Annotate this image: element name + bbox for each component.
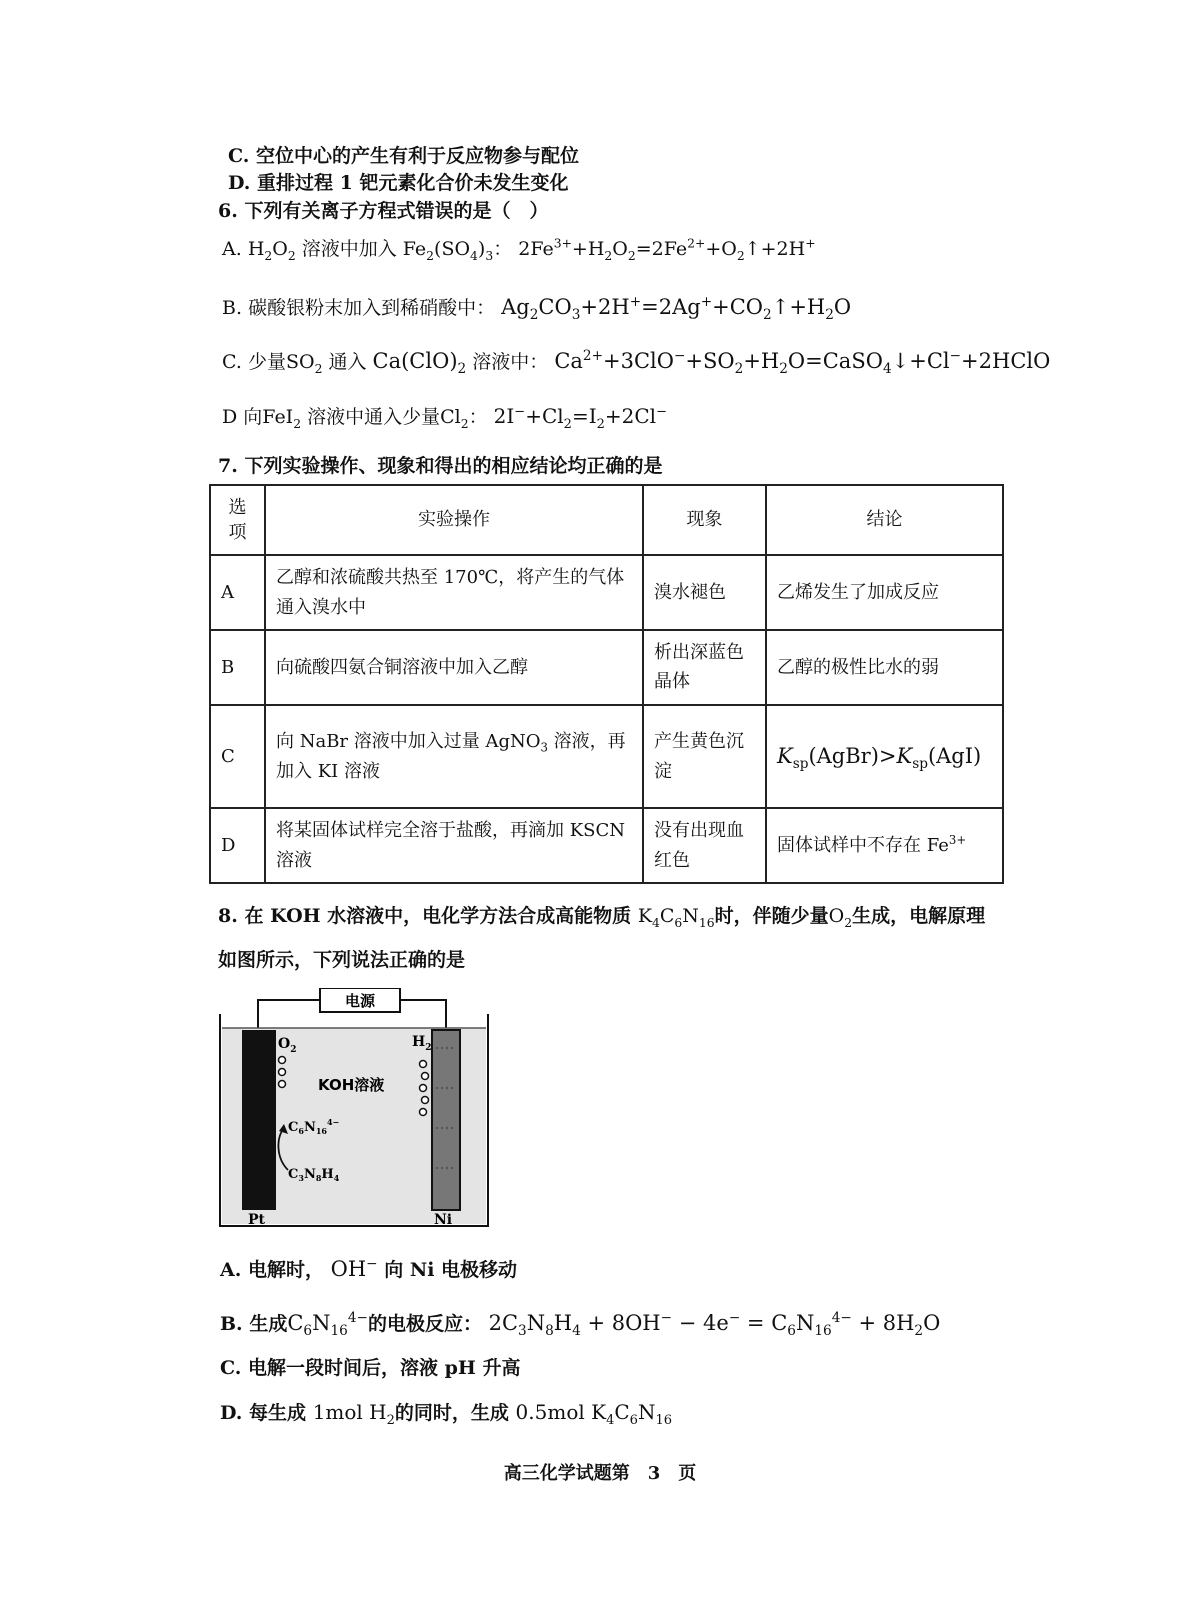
q8-b-text2: 的电极反应： — [367, 1313, 482, 1335]
pt-electrode — [242, 1030, 276, 1210]
q8-c-text: 电解一段时间后，溶液 pH 升高 — [248, 1357, 521, 1379]
q8-stem-line2: 如图所示，下列说法正确的是 — [218, 949, 466, 971]
table-row — [210, 555, 1003, 630]
row-d-phenomenon: 没有出现血红色 — [643, 808, 766, 883]
q7-stem: 7. 下列实验操作、现象和得出的相应结论均正确的是 — [218, 455, 663, 477]
q6-d-text2: 溶液中通入少量 — [307, 406, 441, 428]
o2-label: $O_2$ — [278, 1036, 297, 1055]
o2-bubbles — [279, 1057, 286, 1088]
row-b-operation: 向硫酸四氨合铜溶液中加入乙醇 — [265, 630, 643, 705]
q8-c-label: C. — [220, 1357, 242, 1379]
q6-option-b: B. 碳酸银粉末加入到稀硝酸中： $Ag_2CO_3+2H^+=2Ag^++CO_2↑+H_2O$ — [222, 294, 852, 324]
header-phenomenon: 现象 — [643, 485, 766, 555]
q8-stem-line1: 8. 在 KOH 水溶液中，电化学方法合成高能物质 $K_4C_6N_{16}$时，伴随少量$O_2$生成，电解原理 — [218, 905, 986, 930]
q6-option-a: A. $H_2O_2$ 溶液中加入 $Fe_2(SO_4)_3$： $2Fe^{3+}+H_2O_2=2Fe^{2+}+O_2↑+2H^+$ — [222, 236, 816, 263]
row-a-phenomenon: 溴水褪色 — [643, 555, 766, 630]
row-c-operation: 向 NaBr 溶液中加入过量 AgNO$_3$ 溶液，再加入 KI 溶液 — [265, 705, 643, 809]
q6-stem: 6. 下列有关离子方程式错误的是（ ） — [218, 200, 549, 222]
power-source-label: 电源 — [344, 992, 376, 1010]
q8-option-a: A. 电解时， OH− 向 Ni 电极移动 — [220, 1256, 518, 1281]
q8-b-text1: 生成 — [249, 1313, 288, 1335]
row-c-phenomenon: 产生黄色沉淀 — [643, 705, 766, 809]
q5-option-d: D. 重排过程 1 钯元素化合价未发生变化 — [228, 172, 569, 194]
c3n8h4-label: $C_3N_8H_4$ — [288, 1167, 340, 1183]
q8-option-b: B. 生成$C_6N_{16}^{4-}$的电极反应： $2C_3N_8H_4 + 8OH^- - 4e^- = C_6N_{16}^{4-} + 8H_2O$ — [220, 1310, 941, 1340]
q6-c-text2: 通入 — [328, 351, 367, 373]
row-c-operation-b: 溶液，再加入 KI 溶液 — [276, 730, 626, 782]
table-row — [210, 705, 1003, 809]
row-b-phenomenon: 析出深蓝色晶体 — [643, 630, 766, 705]
ni-electrode — [432, 1030, 460, 1210]
table-row — [210, 808, 1003, 883]
q6-a-text: 溶液中加入 Fe — [301, 238, 427, 260]
row-d-option: D — [210, 808, 265, 883]
q5-option-c: C. 空位中心的产生有利于反应物参与配位 — [228, 145, 580, 167]
row-a-conclusion: 乙烯发生了加成反应 — [766, 555, 1003, 630]
row-c-conclusion-k: K — [777, 744, 793, 769]
table-row — [210, 630, 1003, 705]
q8-option-d: D. 每生成 1mol $H_2$的同时，生成 0.5mol $K_4C_6N_{16}$ — [220, 1400, 672, 1428]
q8-stem2: 时，伴随少量 — [714, 905, 829, 927]
row-c-operation-a: 向 NaBr 溶液中加入过量 AgNO — [276, 730, 541, 752]
electrolysis-diagram — [218, 988, 508, 1228]
row-b-option: B — [210, 630, 265, 705]
q6-c-text3: 溶液中： — [472, 351, 549, 373]
q8-d-text2: 的同时，生成 — [394, 1402, 509, 1424]
q8-stem3: 生成，电解原理 — [852, 905, 986, 927]
koh-solution-label: KOH溶液 — [318, 1076, 385, 1094]
row-d-operation: 将某固体试样完全溶于盐酸，再滴加 KSCN 溶液 — [265, 808, 643, 883]
row-a-operation: 乙醇和浓硫酸共热至 170℃，将产生的气体通入溴水中 — [265, 555, 643, 630]
q6-b-text: 碳酸银粉末加入到稀硝酸中： — [248, 297, 496, 319]
q6-c-label: C. — [222, 351, 242, 373]
q8-a-text1: 电解时， — [247, 1259, 324, 1281]
h2-label: $H_2$ — [412, 1034, 432, 1053]
q6-d-label: D — [222, 406, 238, 428]
q6-b-label: B. — [222, 297, 243, 319]
row-a-option: A — [210, 555, 265, 630]
q6-d-text1: 向 — [243, 406, 263, 428]
row-c-conclusion: $K_{sp}(AgBr)>K_{sp}(AgI)$ — [766, 705, 1003, 809]
header-option: 选 项 — [210, 485, 265, 555]
c6n16-label: $C_6N_{16}^{4-}$ — [288, 1117, 340, 1136]
q8-a-label: A. — [220, 1259, 242, 1281]
q8-a-text2: 向 Ni 电极移动 — [384, 1259, 518, 1281]
row-b-conclusion: 乙醇的极性比水的弱 — [766, 630, 1003, 705]
q6-c-text1: 少量 — [247, 351, 286, 373]
q6-a-eq: 2Fe — [518, 238, 554, 260]
pt-label: Pt — [248, 1212, 265, 1228]
q8-stem1: 8. 在 KOH 水溶液中，电化学方法合成高能物质 — [218, 905, 632, 927]
row-d-conclusion: 固体试样中不存在 $Fe^{3+}$ — [766, 808, 1003, 883]
table-header-row — [210, 485, 1003, 555]
q7-experiment-table — [209, 484, 1004, 884]
q6-option-c: C. 少量$SO_2$ 通入 $Ca(ClO)_2$ 溶液中： $Ca^{2+}+3ClO^-+SO_2+H_2O=CaSO_4↓+Cl^-+2HClO$ — [222, 348, 1051, 378]
q6-option-d: D 向FeI$_2$ 溶液中通入少量$Cl_2$： $2I^-+Cl_2=I_2+2Cl^-$ — [222, 404, 667, 432]
header-conclusion: 结论 — [766, 485, 1003, 555]
q6-a-label: A. — [222, 238, 242, 260]
row-c-option: C — [210, 705, 265, 809]
page-footer: 高三化学试题第 3 页 — [503, 1463, 697, 1484]
q8-option-c — [220, 1357, 521, 1380]
q8-b-label: B. — [220, 1313, 243, 1335]
header-operation: 实验操作 — [265, 485, 643, 555]
q8-d-label: D. — [220, 1402, 243, 1424]
q8-d-text1: 每生成 — [249, 1402, 307, 1424]
row-d-conclusion-text: 固体试样中不存在 Fe — [777, 834, 949, 856]
ni-label: Ni — [434, 1212, 453, 1228]
